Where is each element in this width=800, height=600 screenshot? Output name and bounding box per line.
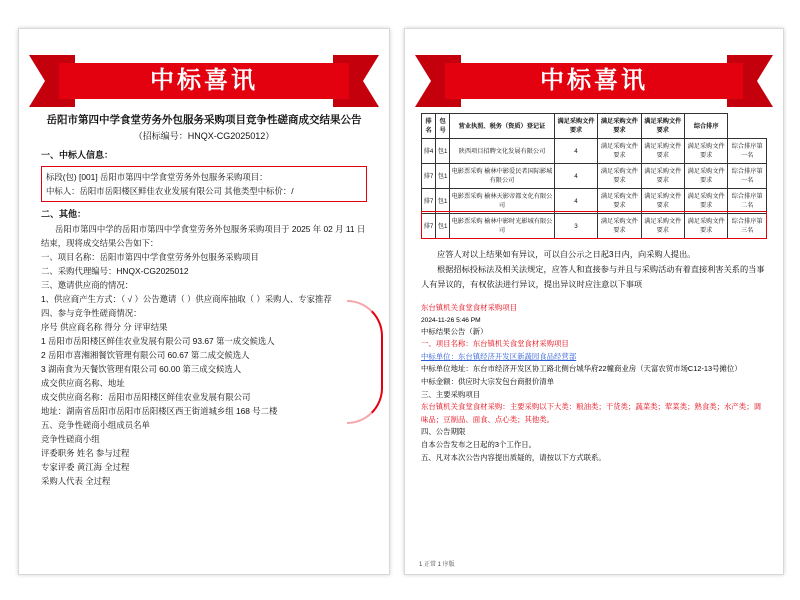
list-header: 序号 供应商名称 得分 分 评审结果 [41, 322, 168, 332]
notice-line: 中标金额：供应时大宗发包台商报价清单 [421, 376, 555, 386]
table-col-lot: 包号 [436, 114, 450, 139]
paragraph-invite-heading: 三、邀请供应商的情况： [41, 280, 134, 290]
right-page [404, 28, 784, 575]
notice-title: 东台镇机关食堂食材采购项目 [421, 303, 518, 312]
detail-line: 五、竞争性磋商小组成员名单 [41, 420, 150, 430]
list-item: 1 岳阳市岳阳楼区鲜佳农业发展有限公司 93.67 第一成交候选人 [41, 336, 275, 346]
cell-req3: 满足采购文件要求 [685, 139, 728, 164]
detail-line: 成交供应商名称、地址 [41, 378, 125, 388]
table-col-rank: 排名 [422, 114, 436, 139]
table-row [422, 189, 767, 214]
winner-name-line: 中标人：岳阳市岳阳楼区鲜佳农业发展有限公司 其他类型中标价：/ [46, 186, 294, 196]
cell-req3: 满足采购文件要求 [685, 214, 728, 239]
cell-overall: 综合排序第三名 [728, 214, 767, 239]
paragraph-intro: 岳阳市第四中学的岳阳市第四中学食堂劳务外包服务采购项目于 2025 年 02 月 11 日结束，现将成交结果公告如下： [41, 224, 366, 248]
paragraph-competition-heading: 四、参与竞争性磋商情况： [41, 308, 142, 318]
cell-company: 陕西项目招聘文化发展有限公司 [450, 139, 555, 164]
paragraph-supplier-source: 1、供应商产生方式：（ √ ）公告邀请（ ）供应商库抽取（ ）采购人、专家推荐 [41, 294, 332, 304]
cell-company: 电影票采购 榆林中影时光影城有限公司 [450, 214, 555, 239]
table-col-req2: 满足采购文件要求 [598, 114, 641, 139]
cell-req1: 满足采购文件要求 [598, 189, 641, 214]
winner-lot-line: 标段(包) [001] 岳阳市第四中学食堂劳务外包服务采购项目： [46, 172, 268, 182]
cell-company: 电影票采购 榆林天影帝都文化有限公司 [450, 189, 555, 214]
table-col-req3: 满足采购文件要求 [641, 114, 684, 139]
cell-lot: 包1 [436, 164, 450, 189]
cell-req1: 满足采购文件要求 [598, 164, 641, 189]
cell-lot: 包1 [436, 189, 450, 214]
paragraph-agent-code: 二、采购代理编号：HNQX-CG2025012 [41, 266, 189, 276]
section-1-heading: 一、中标人信息： [41, 150, 114, 160]
cell-req2: 满足采购文件要求 [641, 139, 684, 164]
left-document-body [19, 113, 389, 488]
paragraph-project-name: 一、项目名称：岳阳市第四中学食堂劳务外包服务采购项目 [41, 252, 259, 262]
table-row [422, 139, 767, 164]
list-item: 2 岳阳市喜湘湘餐饮管理有限公司 60.67 第二成交候选人 [41, 350, 250, 360]
cell-rank: 排7 [422, 214, 436, 239]
notice-line: 自本公告发布之日起的3个工作日。 [421, 439, 536, 449]
red-arc-decoration-icon [347, 300, 383, 424]
cell-score: 4 [554, 164, 597, 189]
notice-line: 一、项目名称：东台镇机关食堂食材采购项目 [421, 339, 569, 349]
page-fade-overlay [19, 504, 389, 574]
notice-line-winner[interactable]: 中标单位：东台镇经济开发区新蔬园食品经营部 [421, 351, 577, 361]
page-title: 岳阳市第四中学食堂劳务外包服务采购项目竞争性磋商成交结果公告 [46, 115, 362, 126]
cell-rank: 排7 [422, 164, 436, 189]
cell-rank: 排4 [422, 139, 436, 164]
table-col-license: 营业执照、税务（资质）登记证 [450, 114, 555, 139]
notice-line: 四、公告期限 [421, 427, 466, 437]
banner-title: 中标喜讯 [150, 68, 258, 94]
cell-overall: 综合排序第一名 [728, 164, 767, 189]
left-page [18, 28, 390, 575]
notice-line: 三、主要采购项目 [421, 389, 481, 399]
banner-ribbon-right [405, 55, 783, 107]
table-col-req1: 满足采购文件要求 [554, 114, 597, 139]
table-row [422, 164, 767, 189]
winner-highlight-box [41, 166, 367, 202]
cell-overall: 综合排序第二名 [728, 189, 767, 214]
results-table [421, 113, 767, 239]
cell-score: 4 [554, 189, 597, 214]
detail-line: 专家评委 黄江海 全过程 [41, 462, 130, 472]
cell-req3: 满足采购文件要求 [685, 164, 728, 189]
detail-line: 评委职务 姓名 参与过程 [41, 448, 130, 458]
right-document-body [405, 113, 783, 464]
page-footer: 1 正常 1 序版 [419, 562, 455, 568]
cell-overall: 综合排序第一名 [728, 139, 767, 164]
cell-lot: 包1 [436, 139, 450, 164]
table-header-row [422, 114, 767, 139]
table-col-overall: 综合排序 [685, 114, 728, 139]
banner-ribbon-left [19, 55, 389, 107]
cell-lot: 包1 [436, 214, 450, 239]
results-table-wrapper [421, 113, 767, 239]
notice-line: 中标单位地址：东台市经济开发区协工路北侧台城华府22幢商业房（天富农贸市场C12-13号摊位） [421, 364, 742, 374]
objection-paragraph-1: 应答人对以上结果如有异议，可以自公示之日起3日内，向采购人提出。 [437, 250, 696, 259]
banner-title: 中标喜讯 [540, 68, 648, 94]
cell-rank: 排7 [422, 189, 436, 214]
detail-line: 地址：湖南省岳阳市岳阳市岳阳楼区西王街道城乡组 168 号二楼 [41, 406, 278, 416]
detail-line: 竞争性磋商小组 [41, 434, 100, 444]
cell-req1: 满足采购文件要求 [598, 214, 641, 239]
cell-req1: 满足采购文件要求 [598, 139, 641, 164]
detail-line: 成交供应商名称：岳阳市岳阳楼区鲜佳农业发展有限公司 [41, 392, 251, 402]
notice-line: 中标结果公告（新） [421, 326, 488, 336]
section-2-heading: 二、其他： [41, 209, 87, 219]
detail-line: 采购人代表 全过程 [41, 476, 111, 486]
cell-req3: 满足采购文件要求 [685, 189, 728, 214]
notice-line: 五、凡对本次公告内容提出质疑的，请按以下方式联系。 [421, 452, 606, 462]
cell-req2: 满足采购文件要求 [641, 164, 684, 189]
cell-req2: 满足采购文件要求 [641, 189, 684, 214]
cell-score: 3 [554, 214, 597, 239]
notice-timestamp: 2024-11-26 5:46 PM [421, 316, 481, 324]
notice-line-categories: 东台镇机关食堂食材采购：主要采购以下大类：粮油类；干货类；蔬菜类；荤菜类；熟食类；水产类；调味品；豆制品、面食、点心类；其他类。 [421, 402, 761, 424]
table-row [422, 214, 767, 239]
cell-company: 电影票采购 榆林中影爱民者国际影城有限公司 [450, 164, 555, 189]
page-subtitle: （招标编号：HNQX-CG2025012） [133, 131, 275, 141]
objection-paragraph-2: 根据招标投标法及相关法规定，应答人和直接参与并且与采购活动有着直接利害关系的当事人有异议的，有权依法进行异议，提出异议时应注意以下事项 [421, 265, 765, 289]
cell-score: 4 [554, 139, 597, 164]
cell-req2: 满足采购文件要求 [641, 214, 684, 239]
list-item: 3 湖南食为天餐饮管理有限公司 60.00 第三成交候选人 [41, 364, 242, 374]
